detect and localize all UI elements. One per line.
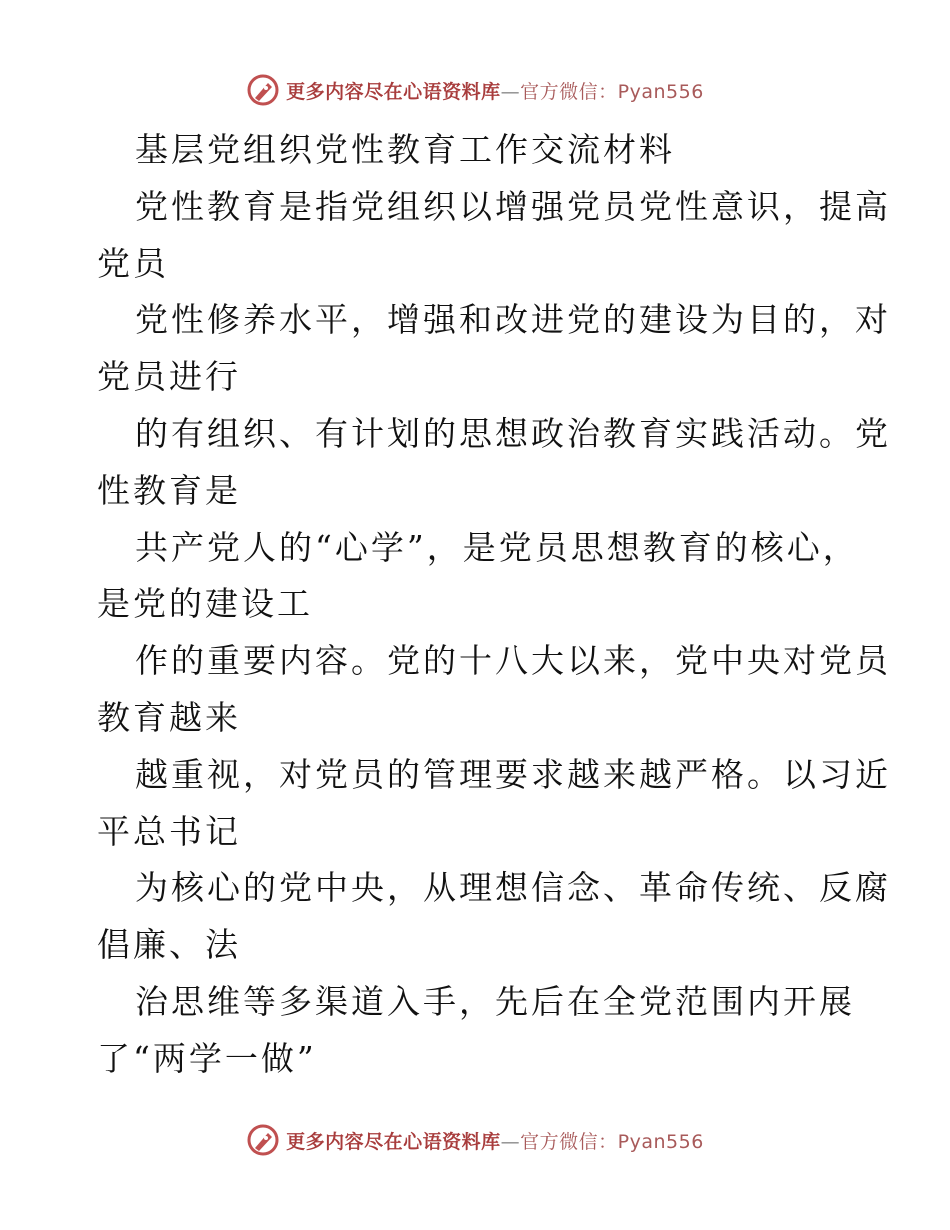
- watermark-text: 更多内容尽在心语资料库—官方微信：Pyan556: [286, 1130, 704, 1153]
- document-title: 基层党组织党性教育工作交流材料: [135, 130, 675, 169]
- paragraph-line: 党员进行: [97, 357, 241, 397]
- watermark-text: 更多内容尽在心语资料库—官方微信：Pyan556: [286, 80, 704, 103]
- paragraph-line: 治思维等多渠道入手，先后在全党范围内开展: [135, 981, 855, 1021]
- paragraph-line: 平总书记: [97, 811, 241, 851]
- paragraph-line: 性教育是: [97, 470, 241, 510]
- header-watermark: [0, 70, 950, 110]
- paragraph-line: 越重视，对党员的管理要求越来越严格。以习近: [135, 754, 891, 794]
- pen-nib-logo-icon: [246, 1123, 280, 1157]
- paragraph-line: 教育越来: [97, 697, 241, 737]
- paragraph-line: 党员: [97, 243, 169, 283]
- paragraph-line: 了“两学一做”: [97, 1038, 317, 1078]
- paragraph-line: 的有组织、有计划的思想政治教育实践活动。党: [135, 413, 891, 453]
- document-body: [97, 122, 891, 1088]
- paragraph-line: 为核心的党中央，从理想信念、革命传统、反腐: [135, 868, 891, 908]
- pen-nib-logo-icon: [246, 73, 280, 107]
- paragraph-line: 共产党人的“心学”，是党员思想教育的核心，: [135, 527, 859, 567]
- paragraph-line: 党性教育是指党组织以增强党员党性意识，提高: [135, 186, 891, 226]
- paragraph-line: 作的重要内容。党的十八大以来，党中央对党员: [135, 641, 891, 681]
- paragraph-line: 倡廉、法: [97, 925, 241, 965]
- footer-watermark: [0, 1120, 950, 1160]
- paragraph-line: 党性修养水平，增强和改进党的建设为目的，对: [135, 300, 891, 340]
- paragraph-line: 是党的建设工: [97, 584, 313, 624]
